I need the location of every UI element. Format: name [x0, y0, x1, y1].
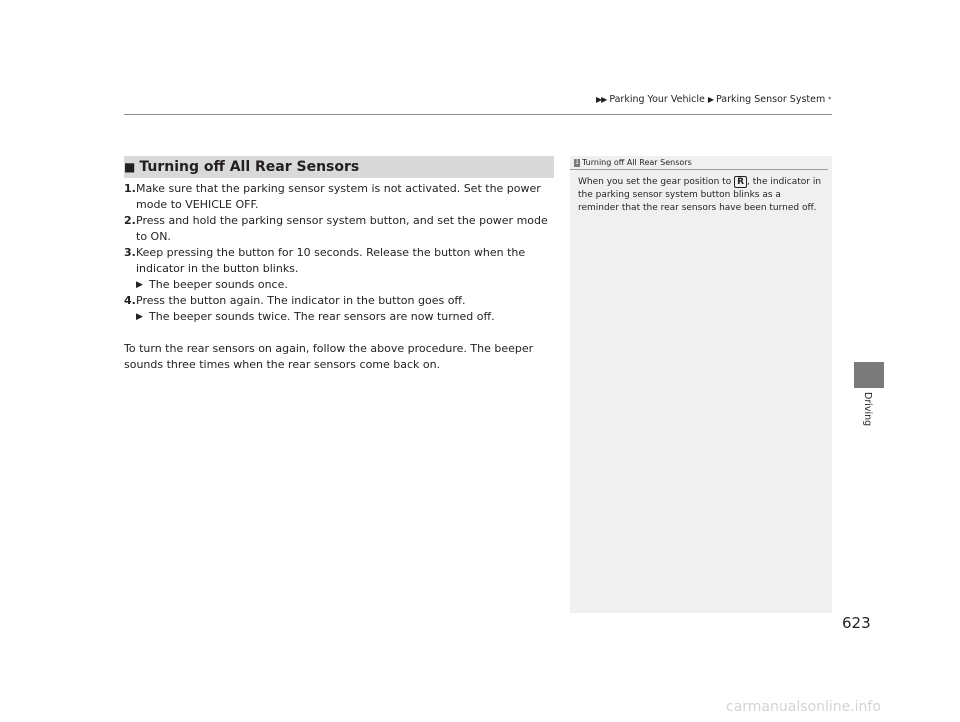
step-1 — [124, 181, 556, 213]
step-4-result — [124, 309, 556, 325]
note-number-badge: 1 — [575, 158, 579, 166]
section-heading — [124, 156, 554, 178]
step-4 — [124, 293, 556, 309]
breadcrumb-asterisk: * — [828, 96, 832, 103]
step-number: 2. — [124, 214, 136, 227]
result-arrow-icon: ▶ — [136, 312, 143, 322]
step-3 — [124, 245, 556, 277]
side-note-text-after: , the indicator in the parking sensor system button blinks as a reminder that the rear sensors have been turned off. — [578, 177, 822, 213]
step-number: 1. — [124, 182, 136, 195]
breadcrumb-item-parking-sensor-system[interactable]: Parking Sensor System — [715, 94, 826, 105]
step-text: Keep pressing the button for 10 seconds. Release the button when the indicator in the button blinks. — [136, 246, 526, 275]
watermark: carmanualsonline.info — [726, 699, 881, 715]
square-bullet-icon: ■ — [124, 160, 136, 174]
breadcrumb-item-parking-your-vehicle[interactable]: Parking Your Vehicle — [609, 94, 705, 105]
header-divider — [124, 114, 832, 115]
chapter-tab-label: Driving — [862, 392, 873, 427]
side-note-body — [570, 170, 832, 215]
result-text: The beeper sounds twice. The rear sensors are now turned off. — [149, 310, 495, 323]
result-text: The beeper sounds once. — [149, 278, 288, 291]
step-number: 4. — [124, 294, 136, 307]
side-note — [570, 156, 832, 613]
step-2 — [124, 213, 556, 245]
side-note-text-before: When you set the gear position to — [578, 177, 735, 187]
side-note-heading — [570, 156, 832, 167]
page-number: 623 — [842, 614, 871, 632]
side-note-title: Turning off All Rear Sensors — [582, 158, 692, 167]
chapter-tab[interactable] — [854, 362, 884, 388]
gear-r-icon: R — [734, 176, 747, 188]
body-paragraph: To turn the rear sensors on again, follow the above procedure. The beeper sounds three times when the rear sensors come back on. — [124, 342, 534, 371]
step-number: 3. — [124, 246, 136, 259]
breadcrumb-arrow-icon: ▶▶ — [596, 95, 607, 104]
step-text: Press the button again. The indicator in the button goes off. — [136, 294, 466, 307]
main-content — [124, 181, 556, 373]
breadcrumb — [596, 94, 831, 105]
section-title: Turning off All Rear Sensors — [139, 159, 360, 175]
step-3-result — [124, 277, 556, 293]
breadcrumb-arrow-icon: ▶ — [707, 95, 713, 104]
step-text: Press and hold the parking sensor system button, and set the power mode to ON. — [136, 214, 548, 243]
result-arrow-icon: ▶ — [136, 280, 143, 290]
step-text: Make sure that the parking sensor system is not activated. Set the power mode to VEHICLE OFF. — [136, 182, 541, 211]
